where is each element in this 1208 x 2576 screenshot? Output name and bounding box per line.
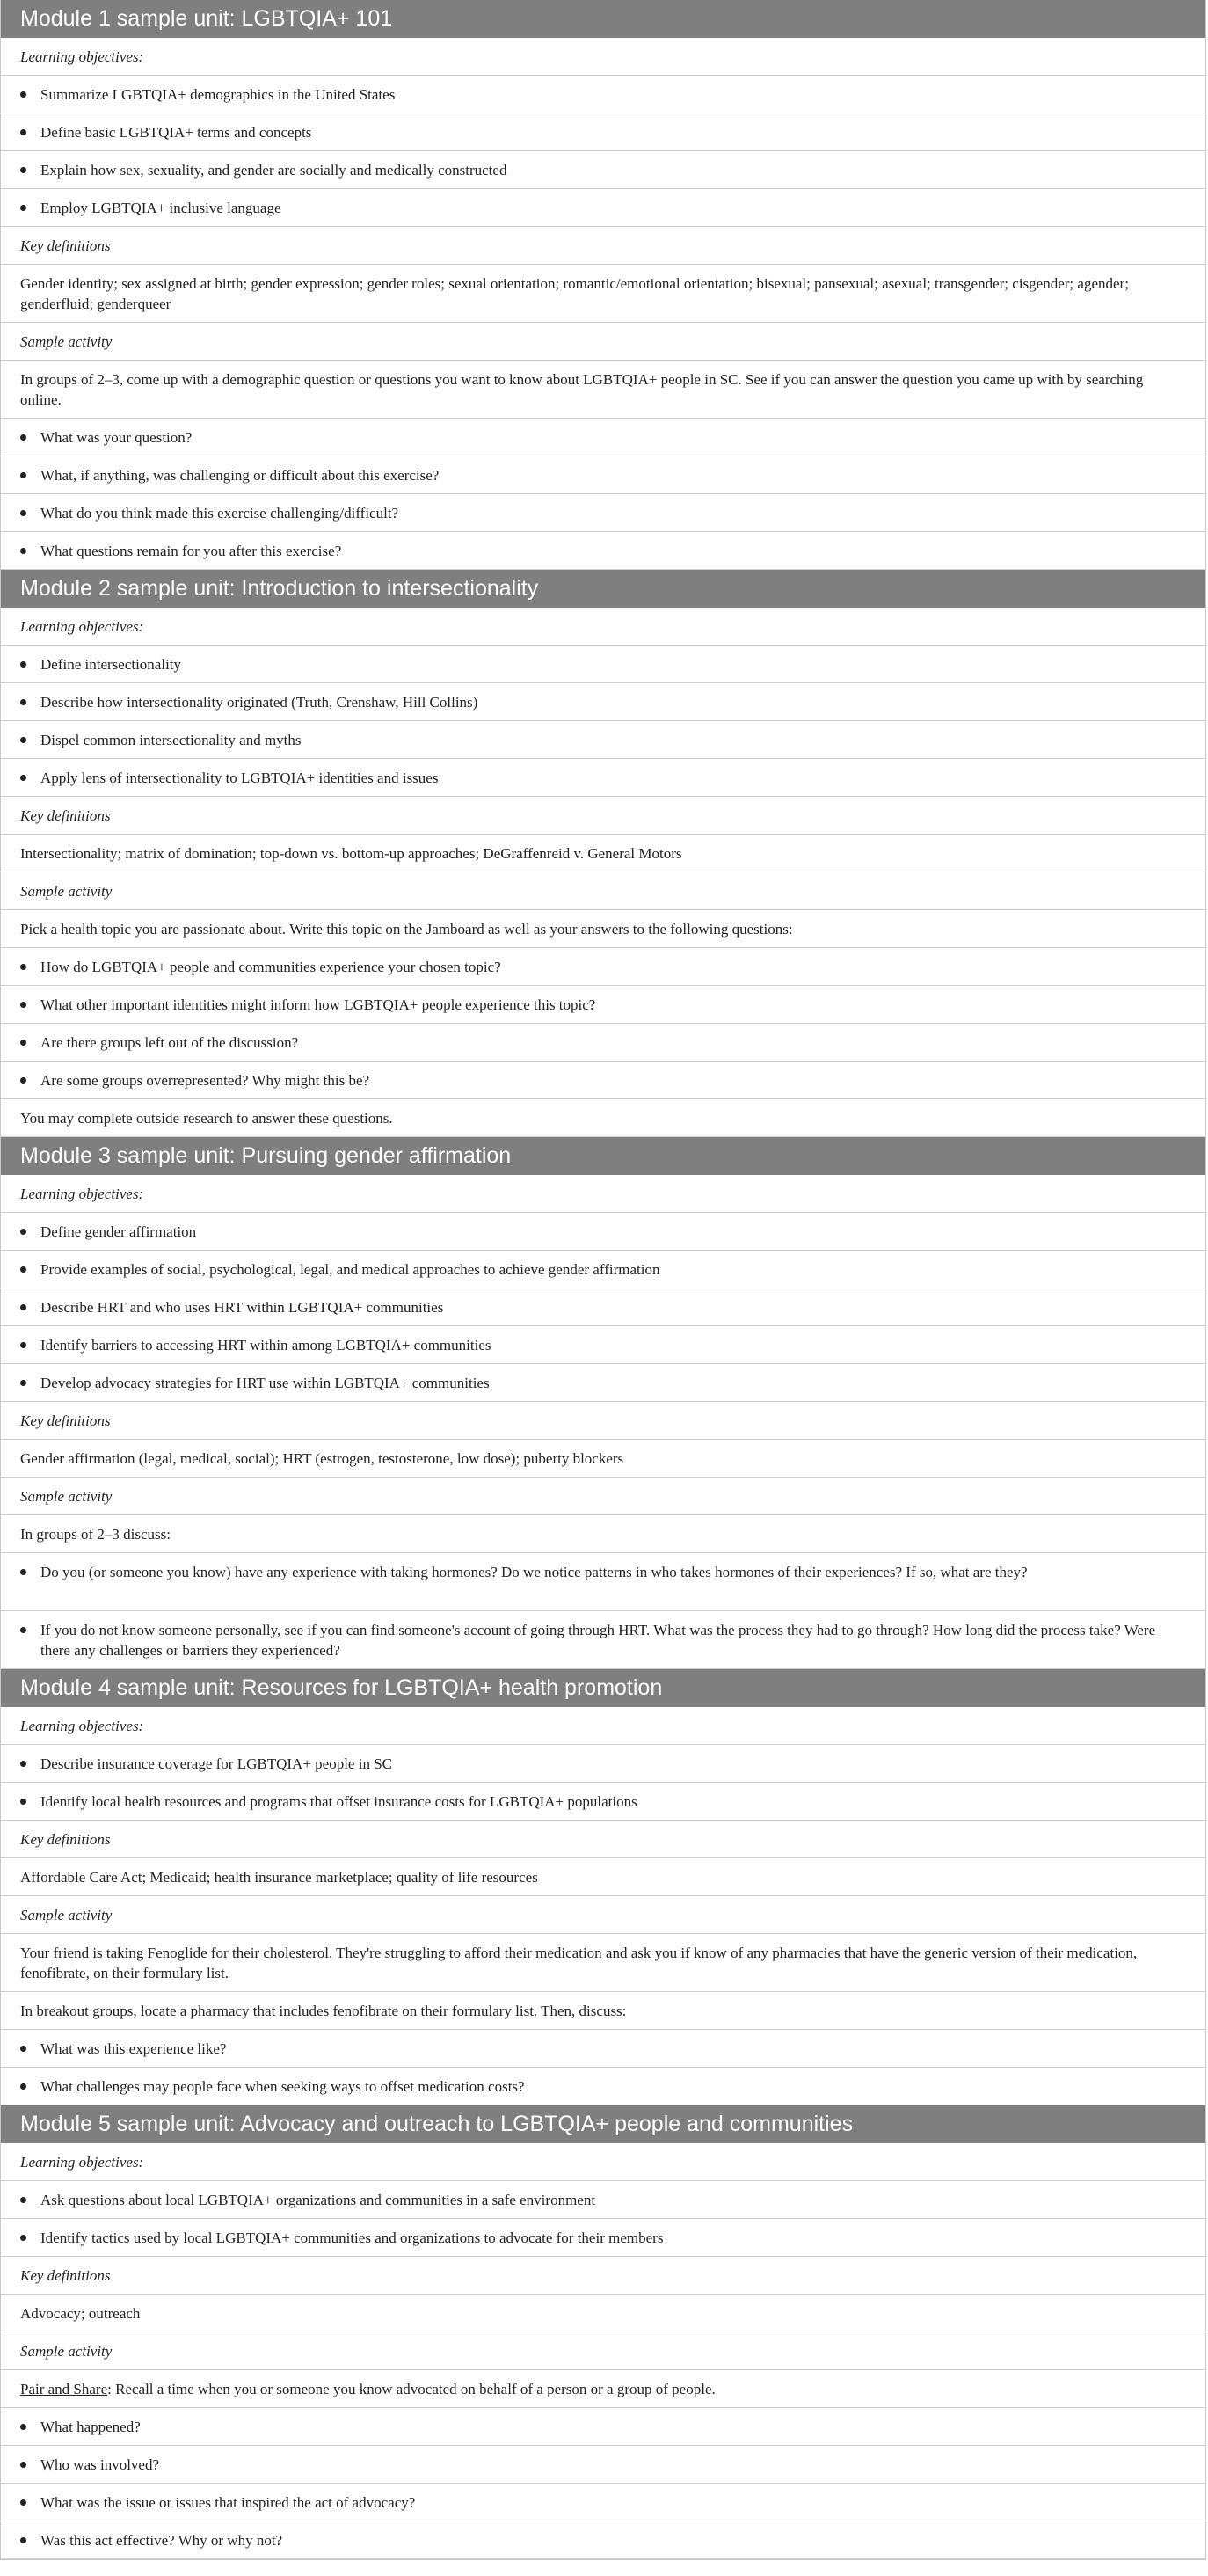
- row-text: In breakout groups, locate a pharmacy that includes fenofibrate on their formulary list. Then, discuss:: [20, 2002, 627, 2019]
- row-text: Define gender affirmation: [40, 1222, 197, 1240]
- bullet-icon: [20, 2462, 26, 2468]
- bullet-item: [1, 1251, 1205, 1288]
- module-header: [1, 2105, 1205, 2143]
- module-title: Module 3 sample unit: Pursuing gender affirmation: [20, 1142, 512, 1168]
- bullet-item: [1, 721, 1205, 759]
- row-text: Key definitions: [20, 806, 111, 824]
- bullet-item: [1, 2181, 1205, 2219]
- row-text: You may complete outside research to answer these questions.: [20, 1109, 393, 1127]
- row-text: Sample activity: [20, 1906, 113, 1923]
- row-text: Pick a health topic you are passionate about. Write this topic on the Jamboard as well as your answers to the following questions:: [20, 920, 793, 938]
- bullet-item: [1, 986, 1205, 1024]
- row-text: What, if anything, was challenging or difficult about this exercise?: [40, 466, 440, 484]
- bullet-item: [1, 646, 1205, 683]
- row-text: Learning objectives:: [20, 1185, 144, 1202]
- text-row: [1, 361, 1205, 419]
- bullet-item: [1, 683, 1205, 721]
- bullet-icon: [20, 1229, 26, 1235]
- bullet-item: [1, 151, 1205, 189]
- bullet-item: [1, 1062, 1205, 1099]
- section-label: [1, 38, 1205, 76]
- text-row: [1, 1858, 1205, 1896]
- bullet-icon: [20, 167, 26, 173]
- text-row: [1, 2295, 1205, 2332]
- bullet-icon: [20, 510, 26, 516]
- section-label: [1, 1478, 1205, 1515]
- row-text: Was this act effective? Why or why not?: [40, 2531, 283, 2549]
- row-text: Intersectionality; matrix of domination; top-down vs. bottom-up approaches; DeGraffenreid v. General Motors: [20, 844, 682, 862]
- text-row: [1, 1099, 1205, 1137]
- row-text: Who was involved?: [40, 2456, 160, 2473]
- bullet-icon: [20, 1266, 26, 1273]
- row-text: Ask questions about local LGBTQIA+ organizations and communities in a safe environment: [40, 2191, 596, 2208]
- section-label: [1, 1707, 1205, 1745]
- row-text: Do you (or someone you know) have any experience with taking hormones? Do we notice patterns in who takes hormones of their experiences? If so, what are they?: [40, 1564, 1028, 1580]
- bullet-item: [1, 2030, 1205, 2068]
- activity-text: : Recall a time when you or someone you know advocated on behalf of a person or a group of people.: [107, 2380, 716, 2397]
- module-title: Module 2 sample unit: Introduction to intersectionality: [20, 575, 539, 601]
- row-text: What was the issue or issues that inspired the act of advocacy?: [40, 2493, 416, 2511]
- module-title: Module 4 sample unit: Resources for LGBTQIA+ health promotion: [20, 1675, 663, 1700]
- row-text: Develop advocacy strategies for HRT use within LGBTQIA+ communities: [40, 1374, 490, 1391]
- row-text: Are some groups overrepresented? Why might this be?: [40, 1071, 370, 1089]
- row-text: Provide examples of social, psychological, legal, and medical approaches to achieve gender affirmation: [40, 1260, 660, 1278]
- bullet-item: [1, 113, 1205, 151]
- bullet-icon: [20, 2499, 26, 2506]
- bullet-item: [1, 1288, 1205, 1326]
- text-row: [1, 910, 1205, 948]
- section-label: [1, 227, 1205, 265]
- row-text: How do LGBTQIA+ people and communities experience your chosen topic?: [40, 958, 501, 975]
- row-text: Describe insurance coverage for LGBTQIA+ people in SC: [40, 1755, 392, 1772]
- text-row: [1, 1515, 1205, 1553]
- bullet-icon: [20, 2197, 26, 2203]
- row-text: Define intersectionality: [40, 655, 182, 673]
- bullet-item: [1, 2521, 1205, 2559]
- bullet-item: [1, 76, 1205, 113]
- module-title: Module 1 sample unit: LGBTQIA+ 101: [20, 5, 393, 31]
- row-text: Your friend is taking Fenoglide for their cholesterol. They're struggling to afford their medication and ask you if know of any pharmacies that have the generic version of their medication, fenofibrate, on their formulary list.: [20, 1944, 1138, 1981]
- bullet-icon: [20, 1077, 26, 1084]
- row-text: Sample activity: [20, 1487, 113, 1505]
- bullet-icon: [20, 1040, 26, 1046]
- bullet-item: [1, 2446, 1205, 2484]
- bullet-icon: [20, 1380, 26, 1386]
- module-title: Module 5 sample unit: Advocacy and outreach to LGBTQIA+ people and communities: [20, 2111, 854, 2136]
- bullet-item: [1, 2408, 1205, 2446]
- bullet-item: [1, 419, 1205, 456]
- row-text: Key definitions: [20, 237, 111, 254]
- bullet-icon: [20, 2046, 26, 2052]
- bullet-item: [1, 189, 1205, 227]
- section-label: [1, 797, 1205, 835]
- bullet-icon: [20, 548, 26, 554]
- section-label: [1, 872, 1205, 910]
- bullet-icon: [20, 1342, 26, 1348]
- row-text: Identify barriers to accessing HRT within among LGBTQIA+ communities: [40, 1336, 491, 1354]
- row-text: In groups of 2–3 discuss:: [20, 1525, 171, 1543]
- row-text: [20, 2379, 716, 2399]
- section-label: [1, 2257, 1205, 2295]
- row-text: Gender identity; sex assigned at birth; gender expression; gender roles; sexual orientation; romantic/emotional orientation; bisexual; pansexual; asexual; transgender; cisgender; agender; genderfluid; genderqueer: [20, 274, 1129, 312]
- bullet-item: [1, 456, 1205, 494]
- activity-lead: Pair and Share: [20, 2380, 108, 2397]
- bullet-icon: [20, 1627, 26, 1633]
- bullet-icon: [20, 1761, 26, 1767]
- row-text: Identify tactics used by local LGBTQIA+ communities and organizations to advocate for their members: [40, 2229, 664, 2246]
- bullet-item: [1, 2219, 1205, 2257]
- row-text: Sample activity: [20, 332, 113, 350]
- row-text: Learning objectives:: [20, 2153, 144, 2171]
- module-header: [1, 1669, 1205, 1707]
- bullet-icon: [20, 1569, 26, 1575]
- bullet-icon: [20, 1002, 26, 1008]
- module-header: [1, 0, 1205, 38]
- text-row: [1, 1934, 1205, 1992]
- row-text: If you do not know someone personally, see if you can find someone's account of going through HRT. What was the process they had to go through? How long did the process take? Were there any challenges or barriers they experienced?: [40, 1622, 1156, 1659]
- text-row: [1, 265, 1205, 323]
- section-label: [1, 2332, 1205, 2370]
- row-text: Dispel common intersectionality and myths: [40, 731, 302, 748]
- bullet-icon: [20, 91, 26, 98]
- module-header: [1, 1137, 1205, 1175]
- text-row: [1, 1992, 1205, 2030]
- bullet-icon: [20, 205, 26, 211]
- bullet-item: [1, 1783, 1205, 1821]
- row-text: Affordable Care Act; Medicaid; health insurance marketplace; quality of life resources: [20, 1868, 538, 1886]
- text-row: [1, 835, 1205, 872]
- bullet-item: [1, 1213, 1205, 1251]
- bullet-icon: [20, 1799, 26, 1805]
- row-text: Learning objectives:: [20, 47, 144, 65]
- bullet-icon: [20, 2537, 26, 2543]
- row-text: Are there groups left out of the discussion?: [40, 1033, 299, 1051]
- bullet-icon: [20, 775, 26, 781]
- bullet-item: [1, 1553, 1205, 1611]
- bullet-icon: [20, 737, 26, 743]
- bullet-icon: [20, 699, 26, 705]
- row-text: Sample activity: [20, 2342, 113, 2360]
- bullet-item: [1, 1364, 1205, 1402]
- row-text: What happened?: [40, 2418, 141, 2435]
- bullet-icon: [20, 2235, 26, 2241]
- section-label: [1, 1896, 1205, 1934]
- text-row: [1, 2370, 1205, 2408]
- row-text: Key definitions: [20, 1830, 111, 1848]
- row-text: What do you think made this exercise challenging/difficult?: [40, 504, 399, 522]
- bullet-item: [1, 1024, 1205, 1062]
- row-text: Gender affirmation (legal, medical, social); HRT (estrogen, testosterone, low dose); puberty blockers: [20, 1449, 624, 1467]
- bullet-item: [1, 1326, 1205, 1364]
- bullet-icon: [20, 472, 26, 478]
- bullet-item: [1, 2484, 1205, 2521]
- row-text: What other important identities might inform how LGBTQIA+ people experience this topic?: [40, 996, 596, 1013]
- row-text: Key definitions: [20, 1412, 111, 1429]
- section-label: [1, 2143, 1205, 2181]
- section-label: [1, 608, 1205, 646]
- bullet-icon: [20, 129, 26, 135]
- row-text: Define basic LGBTQIA+ terms and concepts: [40, 123, 312, 141]
- row-text: Key definitions: [20, 2266, 111, 2284]
- bullet-item: [1, 2068, 1205, 2105]
- bullet-icon: [20, 434, 26, 441]
- bullet-icon: [20, 661, 26, 668]
- bullet-item: [1, 532, 1205, 570]
- module-header: [1, 570, 1205, 608]
- row-text: Describe HRT and who uses HRT within LGBTQIA+ communities: [40, 1298, 444, 1316]
- bullet-icon: [20, 2083, 26, 2090]
- row-text: Learning objectives:: [20, 1717, 144, 1734]
- row-text: What was this experience like?: [40, 2040, 227, 2057]
- section-label: [1, 323, 1205, 361]
- section-label: [1, 1175, 1205, 1213]
- row-text: Summarize LGBTQIA+ demographics in the United States: [40, 85, 396, 103]
- row-text: Employ LGBTQIA+ inclusive language: [40, 199, 281, 216]
- bullet-icon: [20, 2424, 26, 2430]
- bullet-item: [1, 759, 1205, 797]
- row-text: Explain how sex, sexuality, and gender are socially and medically constructed: [40, 161, 507, 179]
- bullet-icon: [20, 1304, 26, 1310]
- bullet-icon: [20, 964, 26, 970]
- row-text: Learning objectives:: [20, 617, 144, 635]
- section-label: [1, 1402, 1205, 1440]
- row-text: Describe how intersectionality originated (Truth, Crenshaw, Hill Collins): [40, 693, 478, 711]
- row-text: Sample activity: [20, 882, 113, 900]
- bullet-item: [1, 1745, 1205, 1783]
- row-text: In groups of 2–3, come up with a demographic question or questions you want to know about LGBTQIA+ people in SC. See if you can answer the question you came up with by searching online.: [20, 370, 1144, 408]
- row-text: Advocacy; outreach: [20, 2304, 141, 2322]
- bullet-item: [1, 948, 1205, 986]
- row-text: Identify local health resources and programs that offset insurance costs for LGBTQIA+ populations: [40, 1792, 637, 1810]
- bullet-item: [1, 1611, 1205, 1669]
- text-row: [1, 1440, 1205, 1478]
- section-label: [1, 1821, 1205, 1858]
- row-text: What was your question?: [40, 428, 193, 446]
- row-text: What challenges may people face when seeking ways to offset medication costs?: [40, 2077, 525, 2095]
- bullet-item: [1, 494, 1205, 532]
- row-text: What questions remain for you after this exercise?: [40, 542, 342, 559]
- row-text: Apply lens of intersectionality to LGBTQIA+ identities and issues: [40, 769, 439, 786]
